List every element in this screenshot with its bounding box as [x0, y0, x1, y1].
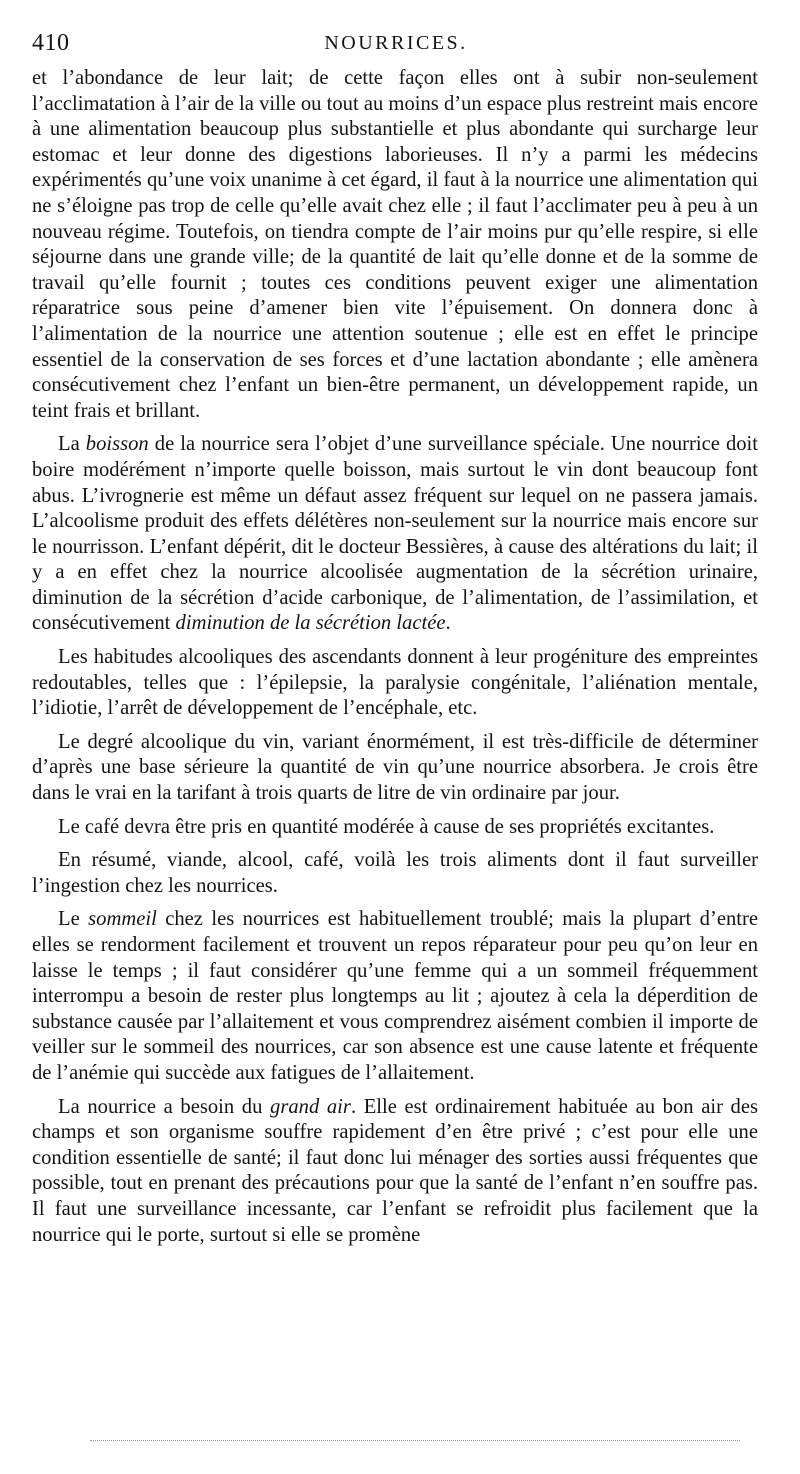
text-run: En résumé, viande, alcool, café, voilà les trois aliments dont il faut surveiller l’ingestion chez les nourrices. — [32, 849, 758, 897]
text-run: . — [445, 612, 451, 635]
text-run: chez les nourrices est habituellement troublé; mais la plupart d’entre elles se rendorment facilement et trouvent un repos réparateur pour peu qu’on leur en laisse le temps ; il faut considérer qu’une femme qui a un sommeil fréquemment interrompu a besoin de rester plus longtemps au lit ; ajoutez à cela la déperdition de substance causée par l’allaitement et vous comprendrez aisément combien il importe de veiller sur le sommeil des nourrices, car son absence est une cause latente et fréquente de l’anémie qui succède aux fatigues de l’allaitement. — [32, 908, 758, 1084]
footer-rule — [90, 1440, 740, 1441]
text-run: Le café devra être pris en quantité modérée à cause de ses propriétés excitantes. — [58, 815, 715, 838]
text-run: Les habitudes alcooliques des ascendants donnent à leur progéniture des empreintes redoutables, telles que : l’épilepsie, la paralysie congénitale, l’aliénation mentale, l’idiotie, l’arrêt de développement de l’encéphale, etc. — [32, 646, 758, 720]
body-text — [32, 66, 758, 1248]
text-run: . Elle est ordinairement habituée au bon air des champs et son organisme souffre rapidement d’en être privé ; c’est pour elle une condition essentielle de santé; il faut donc lui ménager des sorties aussi fréquentes que possible, tout en prenant des précautions pour que la santé de l’enfant n’en souffre pas. Il faut une surveillance incessante, car l’enfant se refroidit plus facilement que la nourrice qui le porte, surtout si elle se promène — [32, 1095, 759, 1246]
paragraph — [32, 730, 758, 807]
italic-term: boisson — [85, 433, 149, 456]
text-run: La nourrice a besoin du — [58, 1095, 271, 1118]
page-header — [32, 30, 760, 60]
italic-term: diminution de la sécrétion lactée — [175, 612, 446, 635]
paragraph — [32, 432, 758, 637]
running-head: NOURRICES. — [324, 32, 468, 54]
italic-term: grand air — [270, 1095, 351, 1118]
paragraph — [32, 1095, 758, 1249]
text-run: et l’abondance de leur lait; de cette façon elles ont à subir non-seulement l’acclimatation à l’air de la ville ou tout au moins d’un espace plus restreint mais encore à une alimentation beaucoup plus substantielle et plus abondante qui surcharge leur estomac et leur donne des digestions laborieuses. Il n’y a parmi les médecins expérimentés qu’une voix unanime à cet égard, il faut à la nourrice une alimentation qui ne s’éloigne pas trop de celle qu’elle avait chez elle ; il faut l’acclimater peu à peu à un nouveau régime. Toutefois, on tiendra compte de l’air moins pur qu’elle respire, si elle séjourne dans une grande ville; de la quantité de lait qu’elle donne et de la somme de travail qu’elle fournit ; toutes ces conditions peuvent exiger une alimentation réparatrice sous peine d’amener bien vite l’épuisement. On donnera donc à l’alimentation de la nourrice une attention soutenue ; elle est en effet le principe essentiel de la conservation de ses forces et d’une lactation abondante ; elle amènera consécutivement chez l’enfant un bien-être permanent, un développement rapide, un teint frais et brillant. — [32, 67, 758, 422]
text-run: de la nourrice sera l’objet d’une surveillance spéciale. Une nourrice doit boire modérément n’importe quelle boisson, mais surtout le vin dont beaucoup font abus. L’ivrognerie est même un défaut assez fréquent sur lequel on ne passera jamais. L’alcoolisme produit des effets délétères non-seulement sur la nourrice mais encore sur le nourrisson. L’enfant dépérit, dit le docteur Bessières, à cause des altérations du lait; il y a en effet chez la nourrice alcoolisée augmentation de la sécrétion urinaire, diminution de la sécrétion d’acide carbonique, de l’alimentation, de l’assimilation, et consécutivement — [32, 433, 758, 635]
text-run: Le degré alcoolique du vin, variant énormément, il est très-difficile de déterminer d’après une base sérieure la quantité de vin qu’une nourrice absorbera. Je crois être dans le vrai en la tarifant à trois quarts de litre de vin ordinaire par jour. — [32, 730, 758, 805]
paragraph — [32, 848, 758, 899]
paragraph-continued — [32, 66, 758, 424]
page-number: 410 — [32, 30, 70, 56]
paragraph — [32, 815, 758, 841]
paragraph — [32, 645, 758, 722]
text-run: La — [58, 433, 86, 456]
italic-term: sommeil — [88, 908, 157, 931]
text-run: Le — [58, 908, 89, 931]
paragraph — [32, 907, 758, 1086]
